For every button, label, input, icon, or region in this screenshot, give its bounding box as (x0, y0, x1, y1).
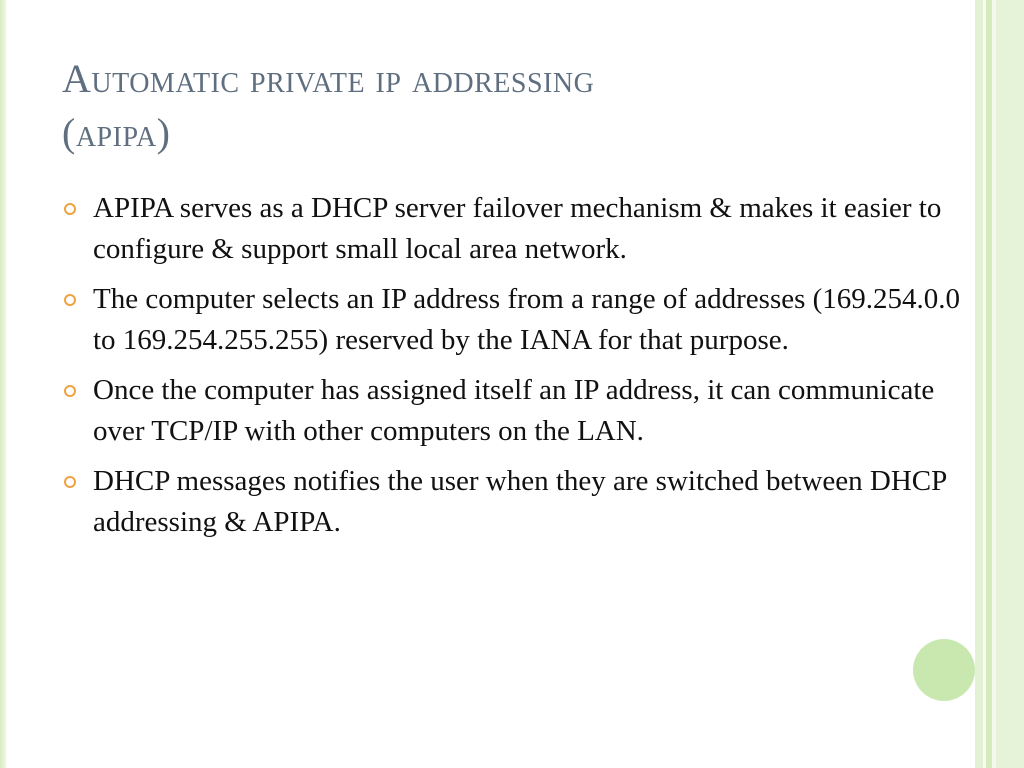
bullet-circle-icon (64, 294, 76, 306)
bullet-text: Once the computer has assigned itself an IP address, it can communicate over TCP/IP with other computers on the LAN. (93, 374, 935, 447)
bullet-item (62, 279, 967, 361)
green-circle-decoration (913, 639, 975, 701)
bullet-list (62, 188, 967, 552)
slide-title-line1: Automatic private ip addressing (62, 56, 595, 101)
bullet-text: DHCP messages notifies the user when they are switched between DHCP addressing & APIPA. (93, 465, 947, 538)
slide-title-line2: (apipa) (62, 110, 171, 155)
bullet-circle-icon (64, 203, 76, 215)
right-stripe-decoration (996, 0, 1024, 768)
bullet-item (62, 461, 967, 543)
bullet-item (62, 370, 967, 452)
bullet-item (62, 188, 967, 270)
right-stripe-decoration (975, 0, 983, 768)
left-edge-decoration (0, 0, 6, 768)
bullet-circle-icon (64, 476, 76, 488)
slide-title (62, 52, 942, 160)
bullet-circle-icon (64, 385, 76, 397)
bullet-text: The computer selects an IP address from a range of addresses (169.254.0.0 to 169.254.255.255) reserved by the IANA for that purpose. (93, 283, 961, 356)
bullet-text: APIPA serves as a DHCP server failover mechanism & makes it easier to configure & support small local area network. (93, 192, 942, 265)
